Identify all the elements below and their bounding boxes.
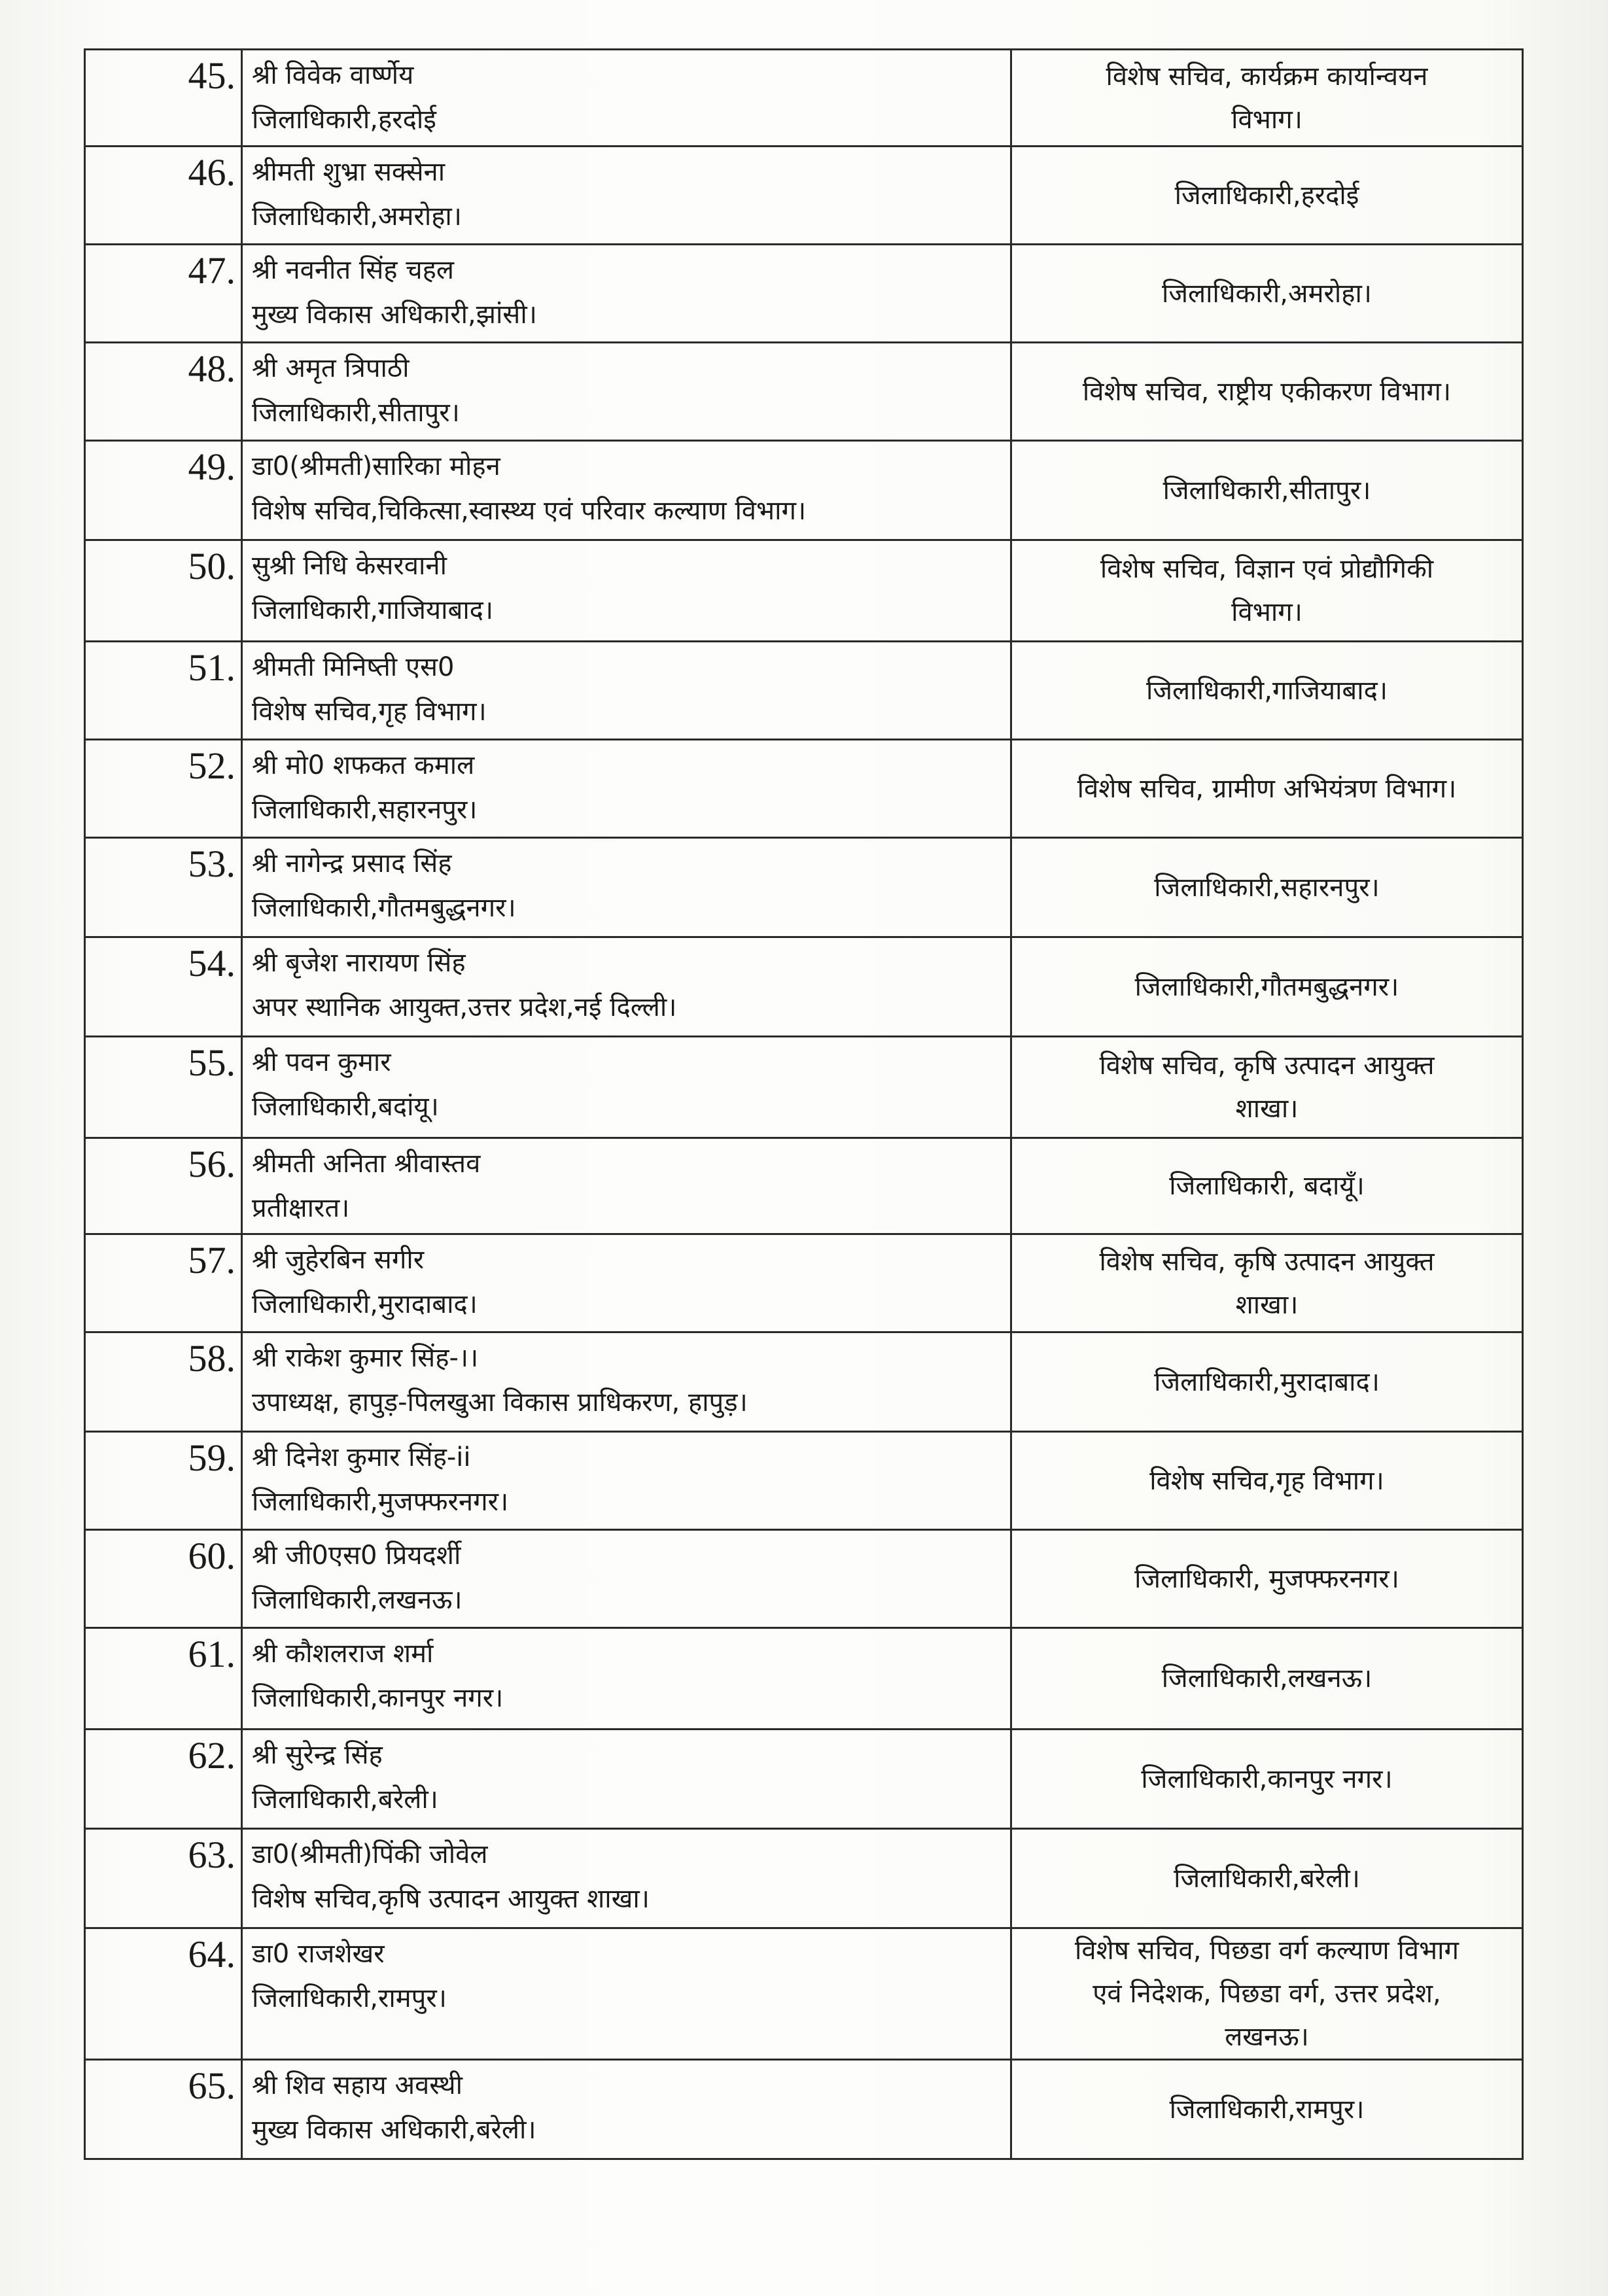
current-posting: जिलाधिकारी,अमरोहा।: [252, 201, 462, 232]
new-posting-line: जिलाधिकारी,गाजियाबाद।: [1145, 675, 1388, 706]
officer-name: श्री मो0 शफकत कमाल: [252, 750, 475, 780]
officer-name: श्री दिनेश कुमार सिंह-ii: [252, 1442, 471, 1472]
new-posting-line: जिलाधिकारी,अमरोहा।: [1162, 278, 1372, 309]
new-posting-cell: [1011, 2060, 1523, 2159]
current-posting: अपर स्थानिक आयुक्त,उत्तर प्रदेश,नई दिल्ली।: [252, 992, 677, 1022]
serial-number: 58.: [85, 1332, 242, 1432]
new-posting-cell: [1011, 1928, 1523, 2060]
current-posting: जिलाधिकारी,मुजफ्फरनगर।: [252, 1487, 509, 1517]
officer-name: श्री नागेन्द्र प्रसाद सिंह: [252, 848, 452, 878]
current-posting: मुख्य विकास अधिकारी,बरेली।: [252, 2115, 536, 2145]
current-posting: जिलाधिकारी,सहारनपुर।: [252, 795, 478, 825]
current-posting: उपाध्यक्ष, हापुड़-पिलखुआ विकास प्राधिकरण, हापुड़।: [252, 1387, 748, 1418]
new-posting-cell: [1011, 1332, 1523, 1432]
table-row: [85, 1730, 1523, 1829]
new-posting-line: विशेष सचिव, कृषि उत्पादन आयुक्त: [1099, 1051, 1435, 1081]
serial-number: 62.: [85, 1730, 242, 1829]
table-row: [85, 1234, 1523, 1332]
current-posting: विशेष सचिव,चिकित्सा,स्वास्थ्य एवं परिवार कल्याण विभाग।: [252, 496, 807, 526]
serial-number: 54.: [85, 937, 242, 1037]
officer-name: श्री शिव सहाय अवस्थी: [252, 2070, 463, 2100]
new-posting-line: जिलाधिकारी,गौतमबुद्धनगर।: [1134, 971, 1399, 1002]
new-posting-cell: [1011, 441, 1523, 540]
serial-number: 47.: [85, 245, 242, 343]
new-posting-cell: [1011, 642, 1523, 740]
officer-name: श्रीमती अनिता श्रीवास्तव: [252, 1149, 481, 1179]
officer-name: श्रीमती मिनिष्ती एस0: [252, 652, 455, 682]
new-posting-line: विशेष सचिव, ग्रामीण अभियंत्रण विभाग।: [1077, 773, 1457, 804]
serial-number: 50.: [85, 540, 242, 642]
officer-name: श्री राकेश कुमार सिंह-।।: [252, 1343, 479, 1373]
serial-number: 57.: [85, 1234, 242, 1332]
officer-cell: [242, 1037, 1011, 1138]
new-posting-line: विशेष सचिव, पिछडा वर्ग कल्याण विभाग: [1075, 1936, 1459, 1966]
table-row: [85, 1628, 1523, 1730]
officer-name: डा0 राजशेखर: [252, 1939, 385, 1969]
serial-number: 65.: [85, 2060, 242, 2159]
table-row: [85, 1829, 1523, 1928]
serial-number: 61.: [85, 1628, 242, 1730]
officer-cell: [242, 838, 1011, 937]
serial-number: 53.: [85, 838, 242, 937]
current-posting: जिलाधिकारी,रामपुर।: [252, 1983, 447, 2013]
officer-name: श्री जी0एस0 प्रियदर्शी: [252, 1540, 461, 1571]
serial-number: 51.: [85, 642, 242, 740]
officer-cell: [242, 540, 1011, 642]
new-posting-line: विशेष सचिव, कार्यक्रम कार्यान्वयन: [1106, 61, 1428, 92]
table-row: [85, 1432, 1523, 1530]
current-posting: जिलाधिकारी,गौतमबुद्धनगर।: [252, 893, 516, 923]
officer-cell: [242, 1628, 1011, 1730]
serial-number: 49.: [85, 441, 242, 540]
officer-name: श्री विवेक वार्ष्णेय: [252, 60, 414, 90]
serial-number: 48.: [85, 343, 242, 441]
new-posting-line: शाखा।: [1235, 1289, 1299, 1320]
table-row: [85, 50, 1523, 147]
serial-number: 59.: [85, 1432, 242, 1530]
new-posting-line: विशेष सचिव, कृषि उत्पादन आयुक्त: [1099, 1246, 1435, 1277]
officer-cell: [242, 1234, 1011, 1332]
new-posting-cell: [1011, 1829, 1523, 1928]
current-posting: जिलाधिकारी,मुरादाबाद।: [252, 1289, 478, 1319]
current-posting: मुख्य विकास अधिकारी,झांसी।: [252, 300, 537, 330]
serial-number: 52.: [85, 740, 242, 838]
new-posting-cell: [1011, 1432, 1523, 1530]
officer-name: सुश्री निधि केसरवानी: [252, 551, 447, 581]
serial-number: 64.: [85, 1928, 242, 2060]
new-posting-line: जिलाधिकारी, मुजफ्फरनगर।: [1134, 1563, 1399, 1594]
serial-number: 60.: [85, 1530, 242, 1628]
officer-cell: [242, 1530, 1011, 1628]
table-row: [85, 838, 1523, 937]
table-row: [85, 2060, 1523, 2159]
officer-cell: [242, 1332, 1011, 1432]
new-posting-line: जिलाधिकारी,कानपुर नगर।: [1141, 1764, 1393, 1794]
officer-cell: [242, 441, 1011, 540]
current-posting: जिलाधिकारी,लखनऊ।: [252, 1585, 463, 1615]
current-posting: जिलाधिकारी,कानपुर नगर।: [252, 1683, 504, 1713]
current-posting: जिलाधिकारी,गाजियाबाद।: [252, 595, 494, 625]
officer-name: श्री नवनीत सिंह चहल: [252, 255, 455, 285]
serial-number: 45.: [85, 50, 242, 147]
new-posting-line: जिलाधिकारी, बदायूँ।: [1169, 1171, 1365, 1201]
table-row: [85, 1332, 1523, 1432]
officer-name: श्री कौशलराज शर्मा: [252, 1639, 434, 1669]
officer-name: श्री पवन कुमार: [252, 1047, 391, 1077]
new-posting-line: विभाग।: [1231, 597, 1302, 627]
officer-name: डा0(श्रीमती)सारिका मोहन: [252, 451, 500, 481]
new-posting-line: विभाग।: [1231, 104, 1302, 135]
new-posting-cell: [1011, 937, 1523, 1037]
serial-number: 63.: [85, 1829, 242, 1928]
new-posting-cell: [1011, 838, 1523, 937]
table-row: [85, 740, 1523, 838]
table-row: [85, 245, 1523, 343]
transfer-table-body: [85, 50, 1523, 2159]
table-row: [85, 642, 1523, 740]
new-posting-line: जिलाधिकारी,लखनऊ।: [1161, 1663, 1372, 1694]
new-posting-cell: [1011, 343, 1523, 441]
new-posting-cell: [1011, 1037, 1523, 1138]
current-posting: विशेष सचिव,गृह विभाग।: [252, 697, 487, 727]
new-posting-cell: [1011, 147, 1523, 245]
officer-cell: [242, 50, 1011, 147]
table-row: [85, 1530, 1523, 1628]
officer-name: श्री अमृत त्रिपाठी: [252, 353, 410, 383]
officer-cell: [242, 1730, 1011, 1829]
officer-cell: [242, 2060, 1011, 2159]
new-posting-cell: [1011, 1234, 1523, 1332]
table-row: [85, 441, 1523, 540]
table-row: [85, 1928, 1523, 2060]
new-posting-cell: [1011, 1138, 1523, 1234]
officer-cell: [242, 1928, 1011, 2060]
current-posting: विशेष सचिव,कृषि उत्पादन आयुक्त शाखा।: [252, 1884, 650, 1914]
new-posting-line: जिलाधिकारी,हरदोई: [1174, 180, 1359, 211]
transfer-table: [84, 48, 1524, 2160]
new-posting-cell: [1011, 245, 1523, 343]
table-row: [85, 343, 1523, 441]
officer-cell: [242, 1829, 1011, 1928]
serial-number: 56.: [85, 1138, 242, 1234]
new-posting-line: जिलाधिकारी,मुरादाबाद।: [1154, 1366, 1380, 1397]
serial-number: 55.: [85, 1037, 242, 1138]
new-posting-line: विशेष सचिव, राष्ट्रीय एकीकरण विभाग।: [1082, 376, 1452, 407]
table-row: [85, 147, 1523, 245]
officer-cell: [242, 1138, 1011, 1234]
new-posting-cell: [1011, 50, 1523, 147]
new-posting-line: विशेष सचिव, विज्ञान एवं प्रोद्यौगिकी: [1100, 554, 1434, 584]
current-posting: जिलाधिकारी,बदांयू।: [252, 1092, 439, 1122]
new-posting-line: लखनऊ।: [1225, 2022, 1309, 2052]
officer-name: श्रीमती शुभ्रा सक्सेना: [252, 157, 446, 187]
serial-number: 46.: [85, 147, 242, 245]
new-posting-cell: [1011, 540, 1523, 642]
new-posting-line: जिलाधिकारी,बरेली।: [1174, 1863, 1360, 1894]
current-posting: जिलाधिकारी,बरेली।: [252, 1784, 438, 1815]
new-posting-cell: [1011, 1530, 1523, 1628]
new-posting-cell: [1011, 740, 1523, 838]
new-posting-line: जिलाधिकारी,सीतापुर।: [1162, 475, 1371, 506]
new-posting-line: एवं निदेशक, पिछडा वर्ग, उत्तर प्रदेश,: [1092, 1979, 1441, 2009]
new-posting-line: जिलाधिकारी,रामपुर।: [1169, 2094, 1365, 2125]
table-row: [85, 540, 1523, 642]
officer-cell: [242, 937, 1011, 1037]
new-posting-line: विशेष सचिव,गृह विभाग।: [1149, 1465, 1384, 1496]
table-row: [85, 937, 1523, 1037]
current-posting: जिलाधिकारी,हरदोई: [252, 105, 436, 135]
officer-name: श्री जुहेरबिन सगीर: [252, 1245, 425, 1275]
officer-name: डा0(श्रीमती)पिंकी जोवेल: [252, 1839, 488, 1870]
officer-cell: [242, 343, 1011, 441]
current-posting: जिलाधिकारी,सीतापुर।: [252, 398, 460, 428]
officer-cell: [242, 642, 1011, 740]
current-posting: प्रतीक्षारत।: [252, 1193, 350, 1223]
officer-cell: [242, 147, 1011, 245]
new-posting-cell: [1011, 1628, 1523, 1730]
table-row: [85, 1138, 1523, 1234]
new-posting-line: शाखा।: [1235, 1094, 1299, 1124]
new-posting-cell: [1011, 1730, 1523, 1829]
officer-cell: [242, 1432, 1011, 1530]
officer-name: श्री सुरेन्द्र सिंह: [252, 1740, 383, 1770]
officer-name: श्री बृजेश नारायण सिंह: [252, 948, 466, 978]
table-row: [85, 1037, 1523, 1138]
officer-cell: [242, 740, 1011, 838]
officer-cell: [242, 245, 1011, 343]
new-posting-line: जिलाधिकारी,सहारनपुर।: [1154, 872, 1380, 903]
